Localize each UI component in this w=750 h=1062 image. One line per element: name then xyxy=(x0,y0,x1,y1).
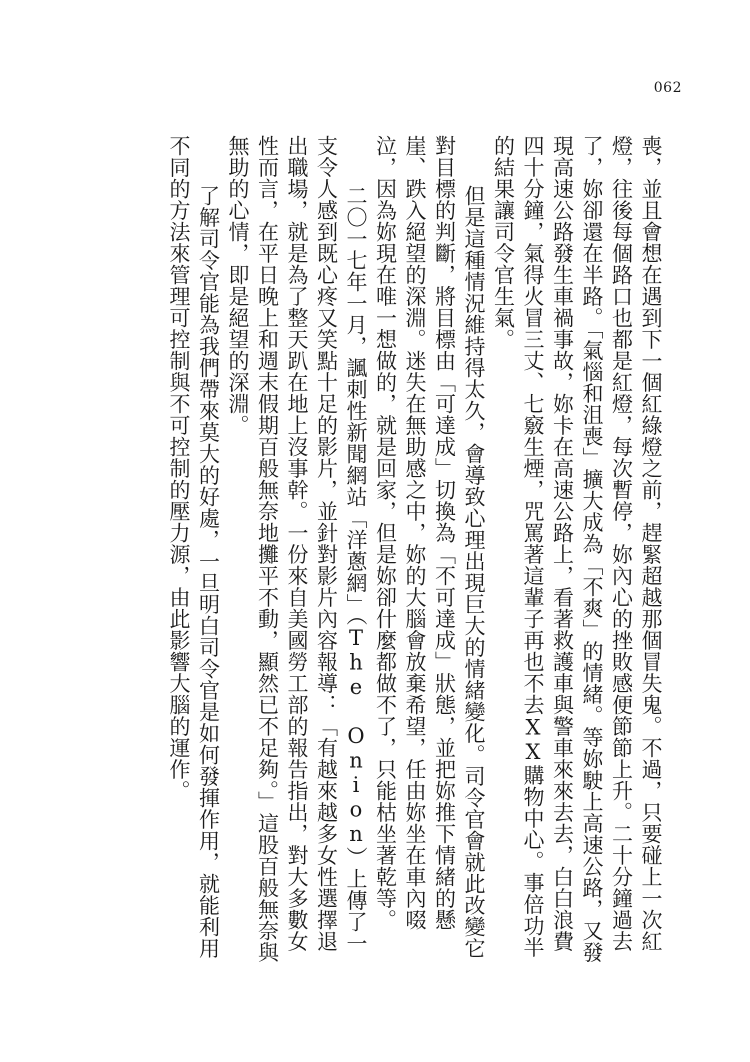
paragraph-2: 但是這種情況維持得太久，會導致心理出現巨大的情緒變化。司令官會就此改變它對目標的判斷，將目標由「可達成」切換為「不可達成」狀態，並把妳推下情緒的懸崖、跌入絕望的深淵。迷失在無助感之中，妳的大腦會放棄希望，任由妳坐在車內啜泣，因為妳現在唯一想做的，就是回家，但是妳卻什麼都做不了，只能枯坐著乾等。 xyxy=(373,135,486,960)
paragraph-4: 了解司令官能為我們帶來莫大的好處，一旦明白司令官是如何發揮作用，就能利用不同的方法來管理可控制與不可控制的壓力源，由此影響大腦的運作。 xyxy=(167,135,221,960)
page-number: 062 xyxy=(653,80,682,96)
body-text xyxy=(164,135,666,970)
paragraph-3: 二〇一七年一月，諷刺性新聞網站「洋蔥網」（The Onion）上傳了一支令人感到既心疼又笑點十足的影片，並針對影片內容報導：「有越來越多女性選擇退出職場，就是為了整天趴在地上沒事幹。一份來自美國勞工部的報告指出，對大多數女性而言，在平日晚上和週末假期百般無奈地攤平不動，顯然已不足夠。」這股百般無奈與無助的心情，即是絕望的深淵。 xyxy=(226,135,368,963)
paragraph-1: 喪，並且會想在遇到下一個紅綠燈之前，趕緊超越那個冒失鬼。不過，只要碰上一次紅燈，往後每個路口也都是紅燈，每次暫停，妳內心的挫敗感便節節上升。二十分鐘過去了，妳卻還在半路。「氣惱和沮喪」擴大成為「不爽」的情緒。等妳駛上高速公路，又發現高速公路發生車禍事故，妳卡在高速公路上，看著救護車與警車來來去去，白白浪費四十分鐘，氣得火冒三丈、七竅生煙，咒罵著這輩子再也不去XX購物中心。事倍功半的結果讓司令官生氣。 xyxy=(491,135,663,963)
